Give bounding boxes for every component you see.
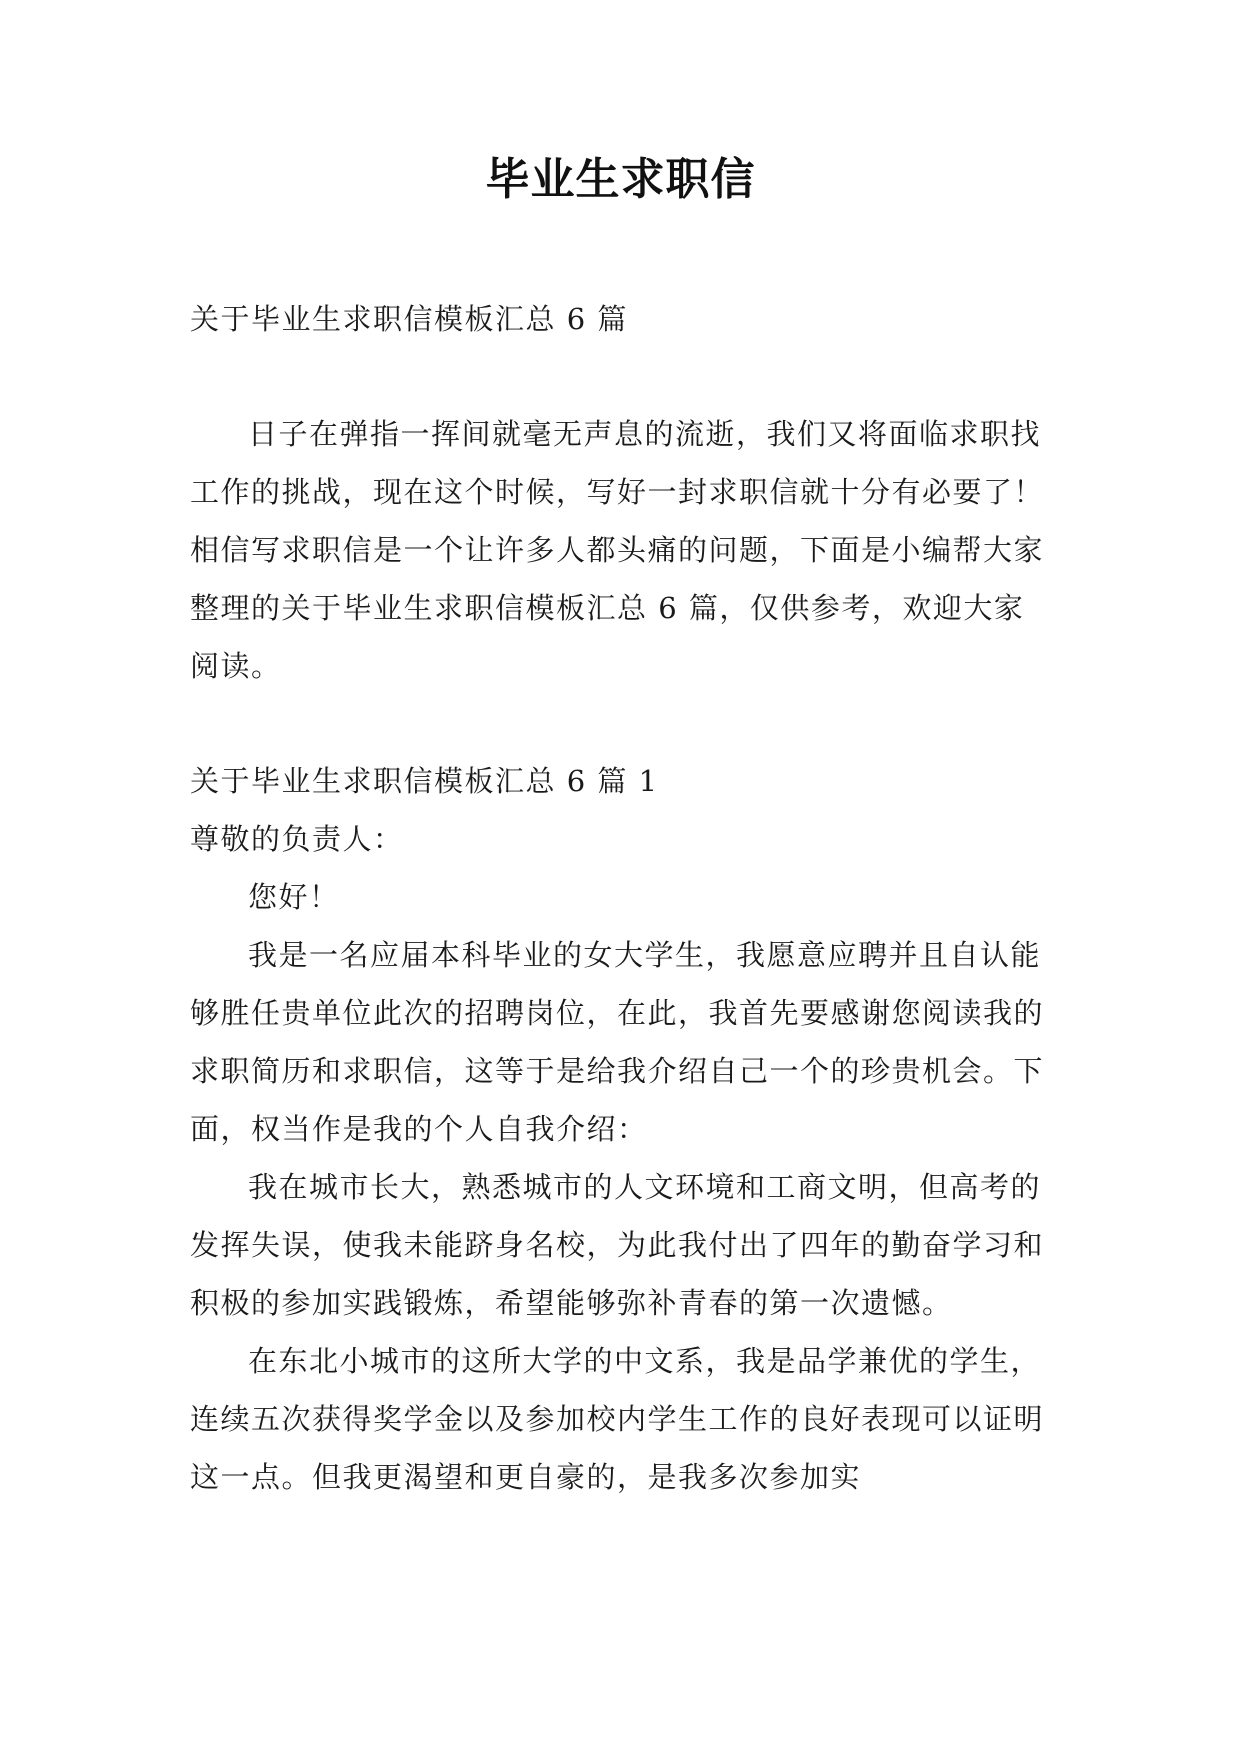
greeting: 您好！ <box>248 880 340 914</box>
document-title: 毕业生求职信 <box>485 154 756 205</box>
salutation: 尊敬的负责人： <box>190 822 404 856</box>
intro-paragraph: 日子在弹指一挥间就毫无声息的流逝，我们又将面临求职找工作的挑战，现在这个时候，写好一封求职信就十分有必要了！相信写求职信是一个让许多人都头痛的问题，下面是小编帮大家整理的关于毕业生求职信模板汇总 6 篇，仅供参考，欢迎大家阅读。 <box>190 417 1045 683</box>
body-paragraph: 在东北小城市的这所大学的中文系，我是品学兼优的学生，连续五次获得奖学金以及参加校内学生工作的良好表现可以证明这一点。但我更渴望和更自豪的，是我多次参加实 <box>190 1344 1045 1494</box>
section-heading: 关于毕业生求职信模板汇总 6 篇 1 <box>190 764 659 798</box>
body-paragraph: 我是一名应届本科毕业的女大学生，我愿意应聘并且自认能够胜任贵单位此次的招聘岗位，在此，我首先要感谢您阅读我的求职简历和求职信，这等于是给我介绍自己一个的珍贵机会。下面，权当作是我的个人自我介绍： <box>190 938 1045 1146</box>
body-paragraph: 我在城市长大，熟悉城市的人文环境和工商文明，但高考的发挥失误，使我未能跻身名校，为此我付出了四年的勤奋学习和积极的参加实践锻炼，希望能够弥补青春的第一次遗憾。 <box>190 1170 1045 1320</box>
document-subtitle: 关于毕业生求职信模板汇总 6 篇 <box>190 302 628 336</box>
document-body <box>190 290 1052 1506</box>
